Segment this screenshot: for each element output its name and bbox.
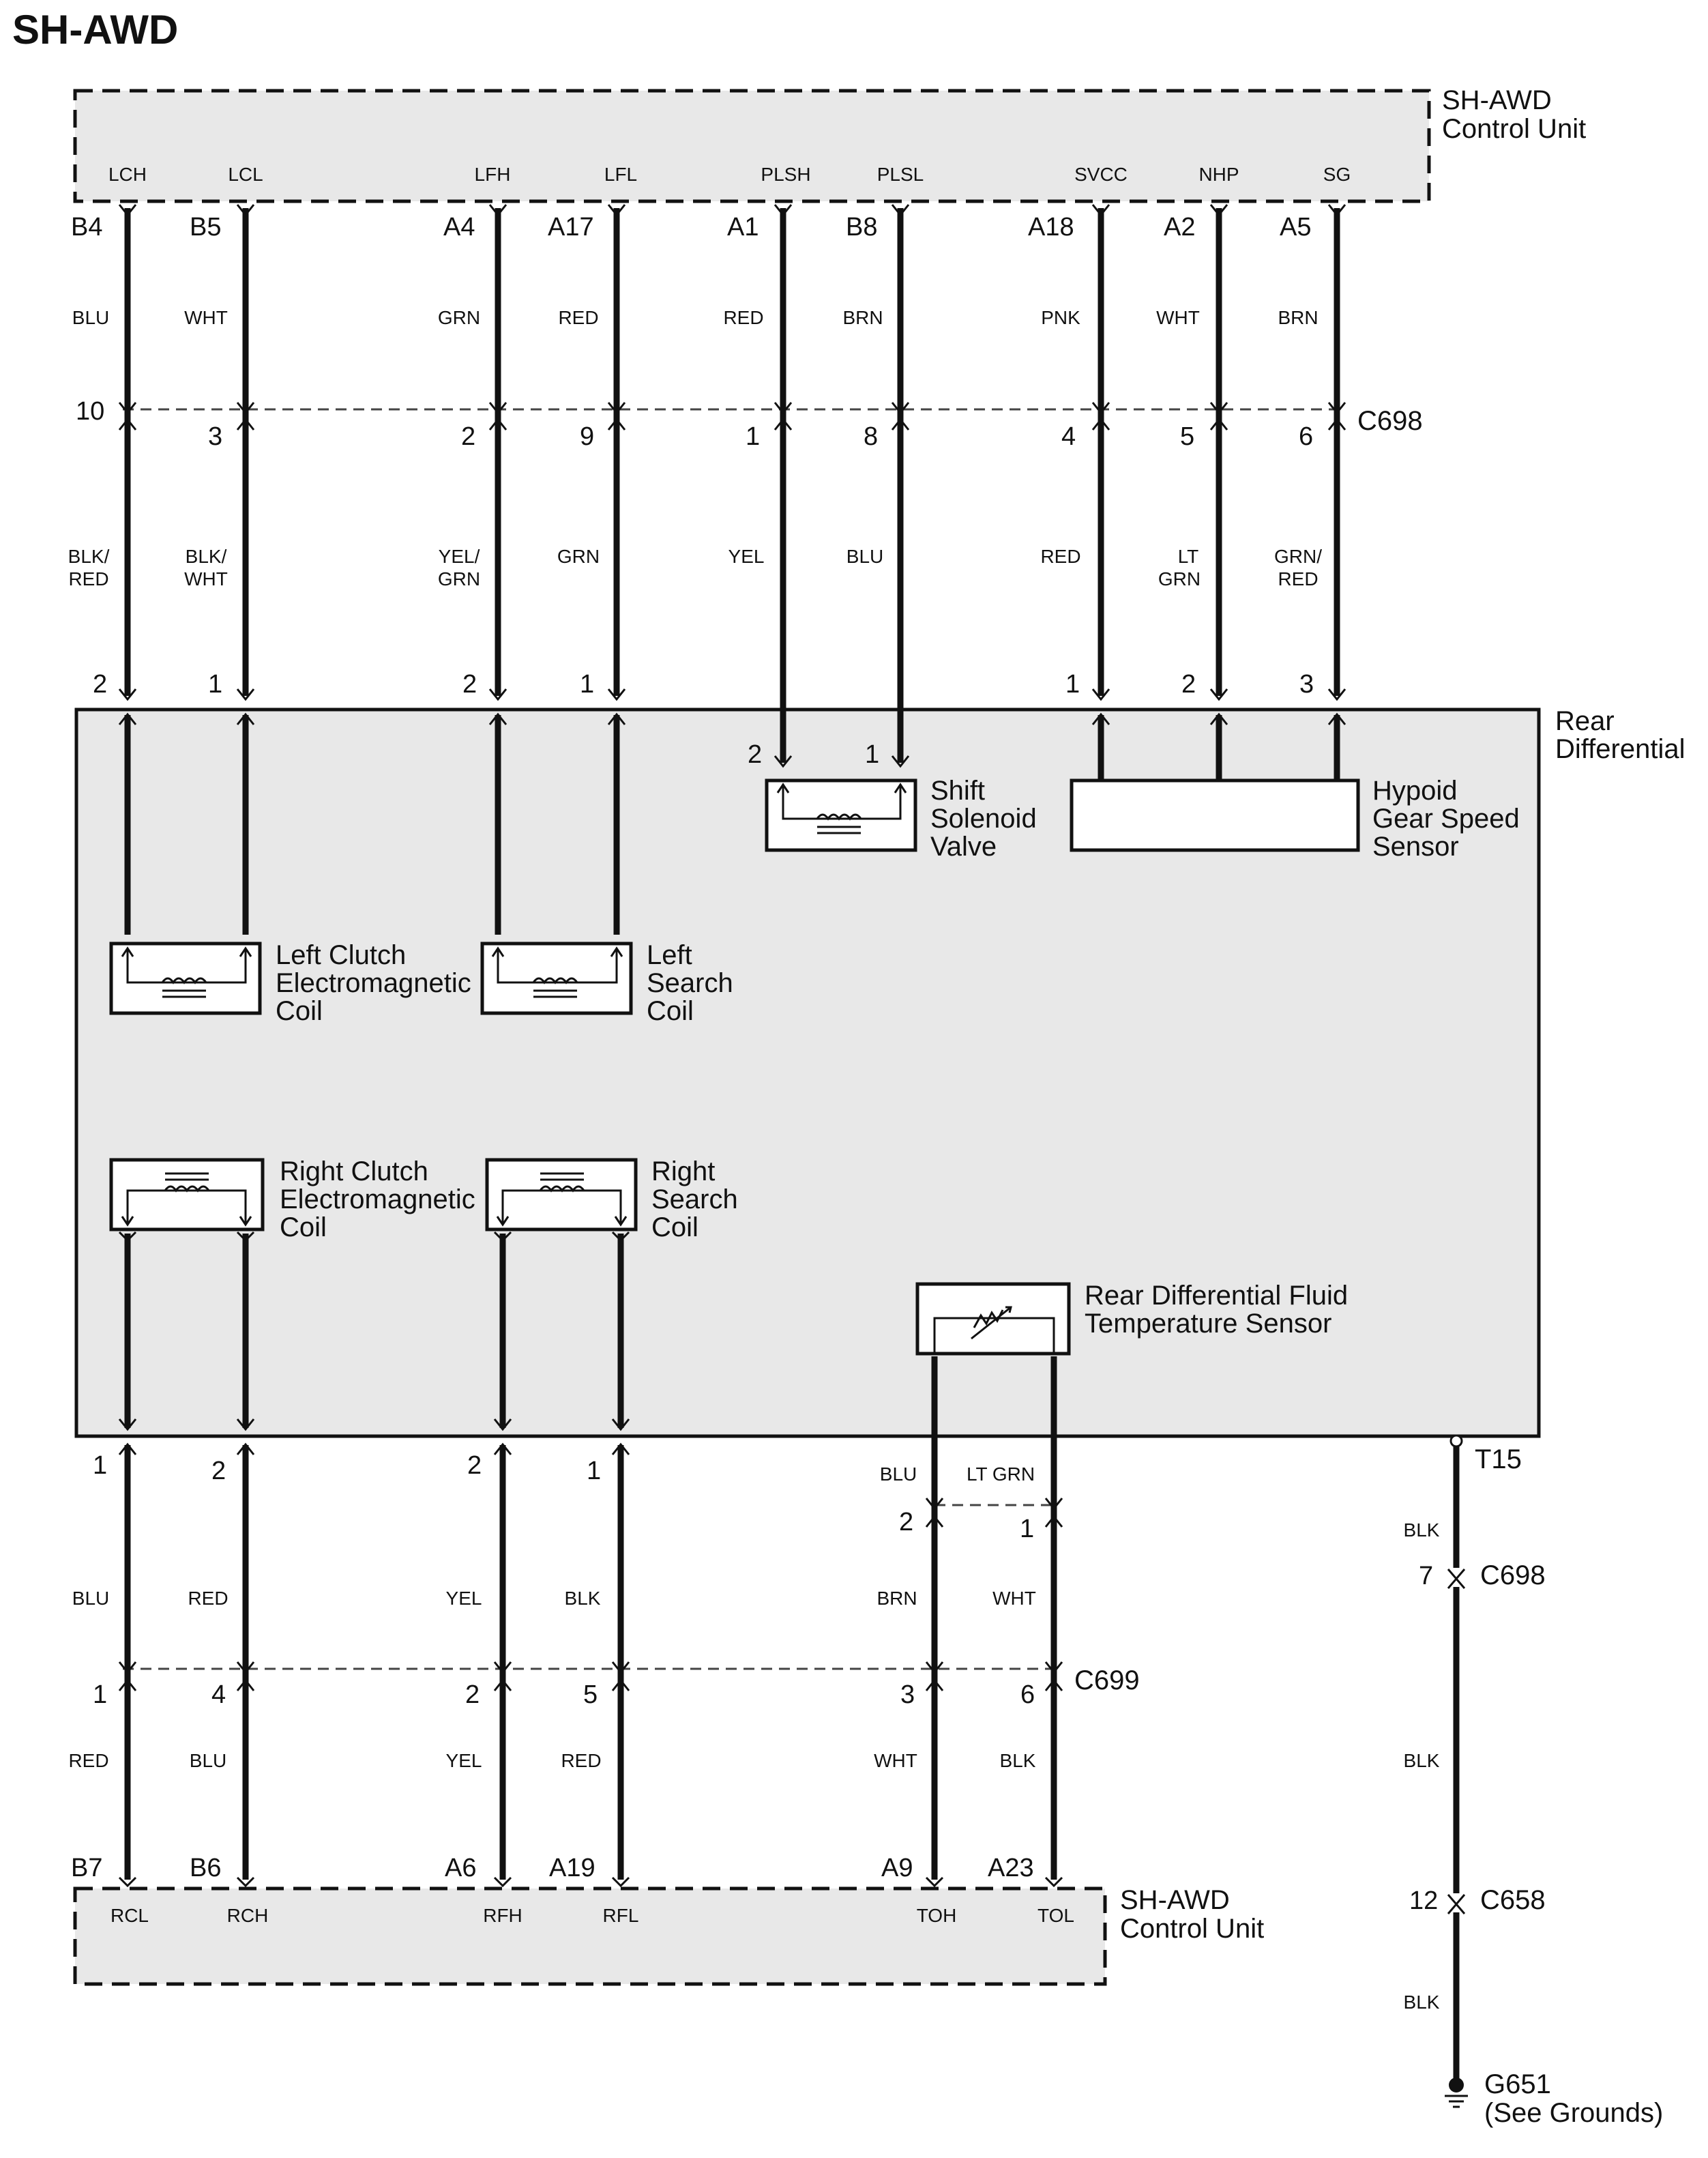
wire-color-label: YEL/ xyxy=(438,546,480,567)
connector-c698-ground-label: C698 xyxy=(1480,1560,1546,1590)
wire-color-label: RED xyxy=(68,1750,109,1771)
wire-color-label: WHT xyxy=(874,1750,917,1771)
rear-differential-label-2: Differential xyxy=(1555,734,1685,764)
control-unit-top-name-2: Control Unit xyxy=(1442,114,1587,144)
terminal-label: LCL xyxy=(228,164,263,185)
wire-color-label: BLK xyxy=(564,1588,601,1609)
wire-color-label: RED xyxy=(1278,568,1319,589)
shift-solenoid-label: Solenoid xyxy=(930,804,1037,834)
terminal-label: PLSL xyxy=(877,164,924,185)
wire-color-label: BLK/ xyxy=(68,546,110,567)
pin-label: B4 xyxy=(71,213,103,242)
rear-diff-exit-pins xyxy=(93,1451,601,1485)
right-search-label: Coil xyxy=(651,1212,698,1242)
hypoid-sensor-label: Sensor xyxy=(1372,832,1459,862)
right-clutch-label: Electromagnetic xyxy=(280,1184,475,1214)
terminal-label: RFL xyxy=(602,1905,639,1926)
pin-label: 8 xyxy=(864,422,879,451)
wire-color-label: YEL xyxy=(445,1588,482,1609)
pin-label: 9 xyxy=(580,422,595,451)
wire-color-label: YEL xyxy=(445,1750,482,1771)
c699-pin-labels xyxy=(93,1680,1035,1709)
middle-wire-colors xyxy=(68,546,1323,589)
pin-label: 6 xyxy=(1020,1680,1035,1709)
page-title: SH-AWD xyxy=(12,7,179,53)
wire-color-label: LT xyxy=(1177,546,1199,567)
pin-label: 10 xyxy=(76,397,105,426)
c698-pin-labels xyxy=(76,397,1313,451)
wire-color-label: BRN xyxy=(1278,307,1319,328)
pin-label: A4 xyxy=(443,213,475,242)
left-clutch-label: Coil xyxy=(276,996,323,1026)
pin-label: 2 xyxy=(899,1508,914,1536)
pin-label: 2 xyxy=(748,740,763,769)
pin-label: A6 xyxy=(445,1854,477,1882)
wire-color-label: BLK xyxy=(999,1750,1036,1771)
wire-color-label: BLU xyxy=(879,1463,917,1485)
pin-label: A23 xyxy=(988,1854,1034,1882)
wire-color-label: BLK xyxy=(1403,1750,1440,1771)
hypoid-sensor-label: Gear Speed xyxy=(1372,804,1520,834)
wire-color-label: BRN xyxy=(877,1588,917,1609)
connector-c658-label: C658 xyxy=(1480,1885,1546,1915)
terminal-label: LCH xyxy=(108,164,147,185)
upper-wire-colors xyxy=(72,307,1319,328)
pin-label: 1 xyxy=(208,670,223,699)
wire-color-label: BLU xyxy=(189,1750,227,1771)
wire-color-label: GRN xyxy=(557,546,600,567)
wire-color-label: LT GRN xyxy=(966,1463,1035,1485)
wire-color-label: BLK xyxy=(1403,1992,1440,2013)
wire-color-label: BLK xyxy=(1403,1519,1440,1541)
wire-color-label: GRN xyxy=(1158,568,1201,589)
terminal-label: PLSH xyxy=(761,164,811,185)
right-clutch-label: Coil xyxy=(280,1212,327,1242)
pin-label: 1 xyxy=(1020,1515,1035,1543)
pin-label: A2 xyxy=(1164,213,1196,242)
right-clutch-label: Right Clutch xyxy=(280,1156,428,1186)
terminal-label: RCL xyxy=(110,1905,149,1926)
right-search-label: Right xyxy=(651,1156,716,1186)
pin-label: B8 xyxy=(846,213,878,242)
right-search-label: Search xyxy=(651,1184,738,1214)
ground-note: (See Grounds) xyxy=(1484,2098,1664,2128)
wire-color-label: RED xyxy=(188,1588,229,1609)
wire-color-label: BLU xyxy=(846,546,884,567)
pin-label: B6 xyxy=(190,1854,222,1882)
pin-label: 1 xyxy=(93,1451,108,1480)
pin-label: 1 xyxy=(587,1457,602,1485)
wire-color-label: WHT xyxy=(184,568,228,589)
pin-label: 5 xyxy=(1180,422,1195,451)
pin-label: 3 xyxy=(208,422,223,451)
wire-color-label: BLU xyxy=(72,1588,110,1609)
left-clutch-label: Left Clutch xyxy=(276,940,407,970)
shift-solenoid-label: Shift xyxy=(930,776,986,806)
lower-wire-colors xyxy=(72,1588,1036,1609)
pin-label: 4 xyxy=(1061,422,1076,451)
pin-label: 5 xyxy=(583,1680,598,1709)
terminal-label: SVCC xyxy=(1074,164,1128,185)
wire-color-label: BRN xyxy=(842,307,883,328)
connector-mark xyxy=(1448,1895,1464,1914)
wire-color-label: RED xyxy=(723,307,764,328)
top-pin-labels xyxy=(71,213,1311,242)
pin-label: 3 xyxy=(900,1680,915,1709)
control-unit-top xyxy=(75,85,1586,201)
wire-color-label: RED xyxy=(558,307,599,328)
control-unit-bottom xyxy=(75,1885,1264,1984)
pin-label: 1 xyxy=(746,422,761,451)
terminal-label: LFH xyxy=(474,164,511,185)
wire-color-label: BLK/ xyxy=(185,546,227,567)
left-search-label: Search xyxy=(647,968,733,998)
wire-color-label: BLU xyxy=(72,307,110,328)
connector-mark xyxy=(1448,1569,1464,1588)
wire-color-label: YEL xyxy=(728,546,765,567)
terminal-label: NHP xyxy=(1198,164,1239,185)
pin-label: 2 xyxy=(461,422,476,451)
ground-path xyxy=(1404,1435,1664,2128)
pin-label: A19 xyxy=(549,1854,595,1882)
pin-label: 2 xyxy=(93,670,108,699)
pin-label: 1 xyxy=(580,670,595,699)
fluid-temp-label: Rear Differential Fluid xyxy=(1085,1281,1349,1311)
pin-label: B5 xyxy=(190,213,222,242)
shift-solenoid-label: Valve xyxy=(930,832,997,862)
pin-label: A17 xyxy=(548,213,594,242)
wire-color-label: WHT xyxy=(992,1588,1036,1609)
wire-color-label: WHT xyxy=(184,307,228,328)
wire-color-label: GRN xyxy=(437,568,481,589)
fluid-temp-wire-labels xyxy=(880,1463,1035,1543)
pin-label: 12 xyxy=(1409,1886,1439,1915)
wire-color-label: GRN xyxy=(437,307,481,328)
pin-label: 1 xyxy=(93,1680,108,1709)
pin-label: A9 xyxy=(881,1854,913,1882)
control-unit-bottom-name: SH-AWD xyxy=(1120,1885,1230,1915)
pin-label: 4 xyxy=(211,1680,226,1709)
pin-label: 2 xyxy=(462,670,477,699)
bottom-pin-labels xyxy=(71,1854,1034,1882)
terminal-label: SG xyxy=(1323,164,1351,185)
pin-label: 2 xyxy=(1181,670,1196,699)
pin-label: A18 xyxy=(1028,213,1074,242)
ground-g651-label: G651 xyxy=(1484,2069,1551,2099)
pin-label: 7 xyxy=(1419,1562,1434,1590)
fluid-temp-label: Temperature Sensor xyxy=(1085,1309,1332,1339)
pin-label: 2 xyxy=(465,1680,480,1709)
wire-color-label: RED xyxy=(1040,546,1081,567)
pin-label: B7 xyxy=(71,1854,103,1882)
left-search-label: Left xyxy=(647,940,692,970)
pin-label: A5 xyxy=(1280,213,1312,242)
control-unit-bottom-name-2: Control Unit xyxy=(1120,1914,1265,1944)
terminal-label: TOH xyxy=(916,1905,957,1926)
pin-label: A1 xyxy=(727,213,759,242)
pin-label: 3 xyxy=(1299,670,1314,699)
hypoid-sensor-label: Hypoid xyxy=(1372,776,1458,806)
left-clutch-label: Electromagnetic xyxy=(276,968,471,998)
control-unit-top-name: SH-AWD xyxy=(1442,85,1552,115)
terminal-label: LFL xyxy=(604,164,638,185)
terminal-t15 xyxy=(1451,1435,1462,1446)
pin-label: 1 xyxy=(865,740,880,769)
pin-label: 6 xyxy=(1299,422,1314,451)
wire-color-label: RED xyxy=(68,568,109,589)
connector-c699-label: C699 xyxy=(1074,1665,1140,1695)
pin-label: 2 xyxy=(467,1451,482,1480)
bottom-wire-colors xyxy=(68,1750,1035,1771)
wire-color-label: RED xyxy=(561,1750,602,1771)
terminal-t15-label: T15 xyxy=(1475,1444,1522,1474)
ground-icon xyxy=(1449,2077,1464,2093)
connector-c698-label: C698 xyxy=(1357,406,1423,436)
wire-color-label: PNK xyxy=(1041,307,1080,328)
wire-color-label: WHT xyxy=(1156,307,1200,328)
pin-label: 2 xyxy=(211,1457,226,1485)
left-search-label: Coil xyxy=(647,996,694,1026)
rear-differential-label: Rear xyxy=(1555,706,1615,736)
pin-label: 1 xyxy=(1065,670,1080,699)
terminal-label: RFH xyxy=(483,1905,522,1926)
terminal-label: TOL xyxy=(1037,1905,1074,1926)
hypoid-gear-speed-sensor xyxy=(1072,776,1520,862)
wire-color-label: GRN/ xyxy=(1274,546,1322,567)
terminal-label: RCH xyxy=(226,1905,269,1926)
